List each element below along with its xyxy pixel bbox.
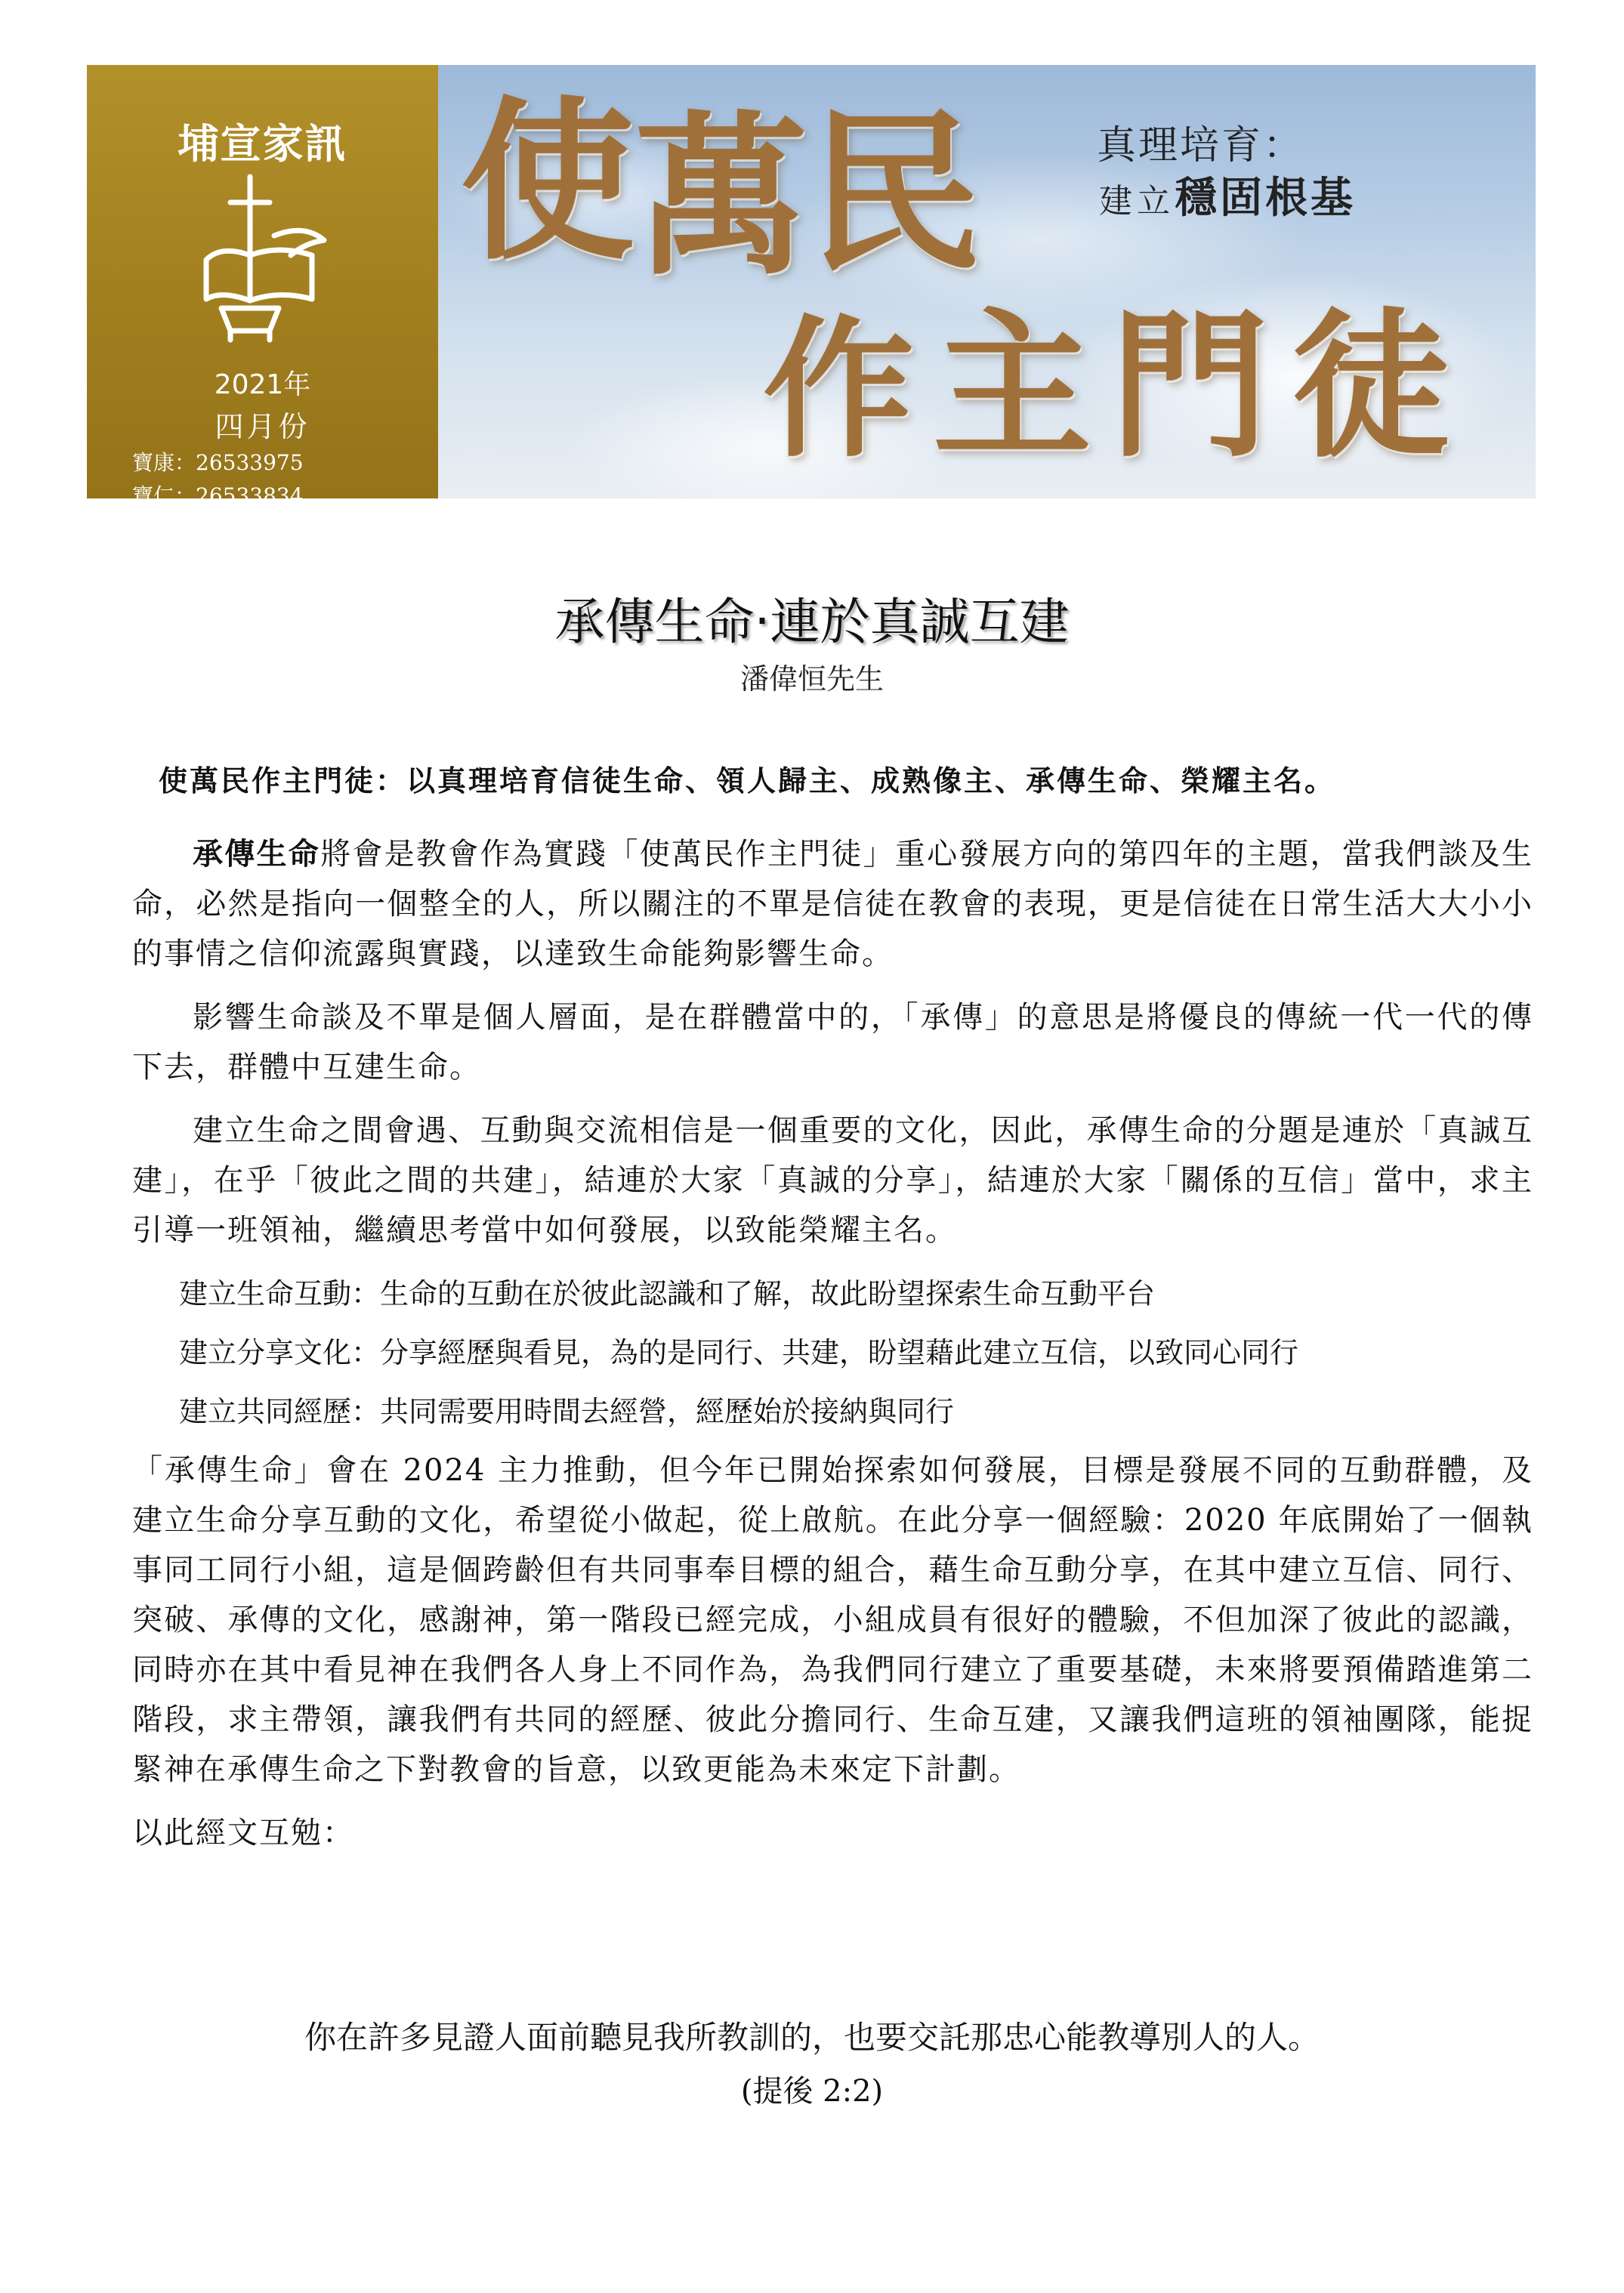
paragraph-1-text: 將會是教會作為實踐「使萬民作主門徒」重心發展方向的第四年的主題，當我們談及生命，必然是指向一個整全的人，所以關注的不單是信徒在教會的表現，更是信徒在日常生活大大小小的事情之信仰流露與實踐，以達致生命能夠影響生命。 (132, 837, 1534, 971)
contact-phone-1: 寶康：26533975 (132, 450, 304, 475)
article-body (132, 829, 1533, 1872)
paragraph-3: 建立生命之間會遇、互動與交流相信是一個重要的文化，因此，承傳生命的分題是連於「真誠互建」，在乎「彼此之間的共建」，結連於大家「真誠的分享」，結連於大家「關係的互信」當中，求主引導一班領袖，繼續思考當中如何發展，以致能榮耀主名。 (132, 1113, 1533, 1248)
article-author: 潘偉恒先生 (739, 662, 884, 696)
paragraph-4: 「承傳生命」會在 2024 主力推動，但今年已開始探索如何發展，目標是發展不同的互動群體，及建立生命分享互動的文化，希望從小做起，從上啟航。在此分享一個經驗：2020 年底開始了一個執事同工同行小組，這是個跨齡但有共同事奉目標的組合，藉生命互動分享，在其中建立互信、同行、突破、承傳的文化，感謝神，第一階段已經完成，小組成員有很好的體驗，不但加深了彼此的認識，同時亦在其中看見神在我們各人身上不同作為，為我們同行建立了重要基礎，未來將要預備踏進第二階段，求主帶領，讓我們有共同的經歷、彼此分擔同行、生命互建，又讓我們這班的領袖團隊，能捉緊神在承傳生命之下對教會的旨意，以致更能為未來定下計劃。 (132, 1453, 1533, 1787)
motto-line-1: 真理培育： (1097, 123, 1305, 168)
theme-char-1: 使 (461, 80, 635, 284)
key-point-3: 建立共同經歷：共同需要用時間去經營，經歷始於接納與同行 (179, 1395, 955, 1428)
paragraph-1 (132, 829, 1533, 979)
theme-char-5: 主 (933, 292, 1092, 479)
church-logo-icon (191, 171, 335, 344)
contact-phone-2: 寶仁：26533834 (132, 483, 304, 508)
mission-statement: 使萬民作主門徒：以真理培育信徒生命、領人歸主、成熟像主、承傳生命、榮耀主名。 (159, 764, 1336, 798)
key-point-2: 建立分享文化：分享經歷與看見，為的是同行、共建，盼望藉此建立互信，以致同心同行 (179, 1336, 1299, 1369)
motto-line-2 (1099, 165, 1356, 225)
paragraph-1-lead: 承傳生命 (193, 836, 321, 872)
theme-char-4: 作 (763, 301, 915, 478)
header-banner (87, 65, 1536, 542)
motto-prefix: 建立 (1099, 182, 1175, 221)
theme-char-2: 萬 (634, 95, 809, 299)
scripture-verse: 你在許多見證人面前聽見我所教訓的，也要交託那忠心能教導別人的人。 (304, 2019, 1320, 2056)
paragraph-5: 以此經文互勉： (132, 1816, 354, 1850)
key-points-list (132, 1269, 1533, 1437)
banner-sky-panel (438, 65, 1536, 498)
theme-char-7: 徒 (1292, 292, 1451, 479)
theme-char-6: 門 (1110, 292, 1270, 479)
article-title: 承傳生命‧連於真誠互建 (554, 593, 1070, 651)
paragraph-2: 影響生命談及不單是個人層面，是在群體當中的，「承傳」的意思是將優良的傳統一代一代的傳下去，群體中互建生命。 (132, 1000, 1533, 1085)
newsletter-name: 埔宣家訊 (178, 120, 347, 168)
banner-info-panel (87, 65, 438, 542)
scripture-reference: (提後 2:2) (740, 2074, 884, 2109)
key-point-1: 建立生命互動：生命的互動在於彼此認識和了解，故此盼望探索生命互動平台 (179, 1277, 1156, 1310)
issue-year: 2021年 (214, 369, 311, 400)
contact-website: 網址：www.tpmac.org (132, 517, 364, 542)
contact-list (132, 446, 364, 546)
theme-char-3: 民 (808, 91, 983, 295)
issue-month: 四月份 (215, 410, 310, 443)
motto-emphasis: 穩固根基 (1175, 173, 1356, 223)
